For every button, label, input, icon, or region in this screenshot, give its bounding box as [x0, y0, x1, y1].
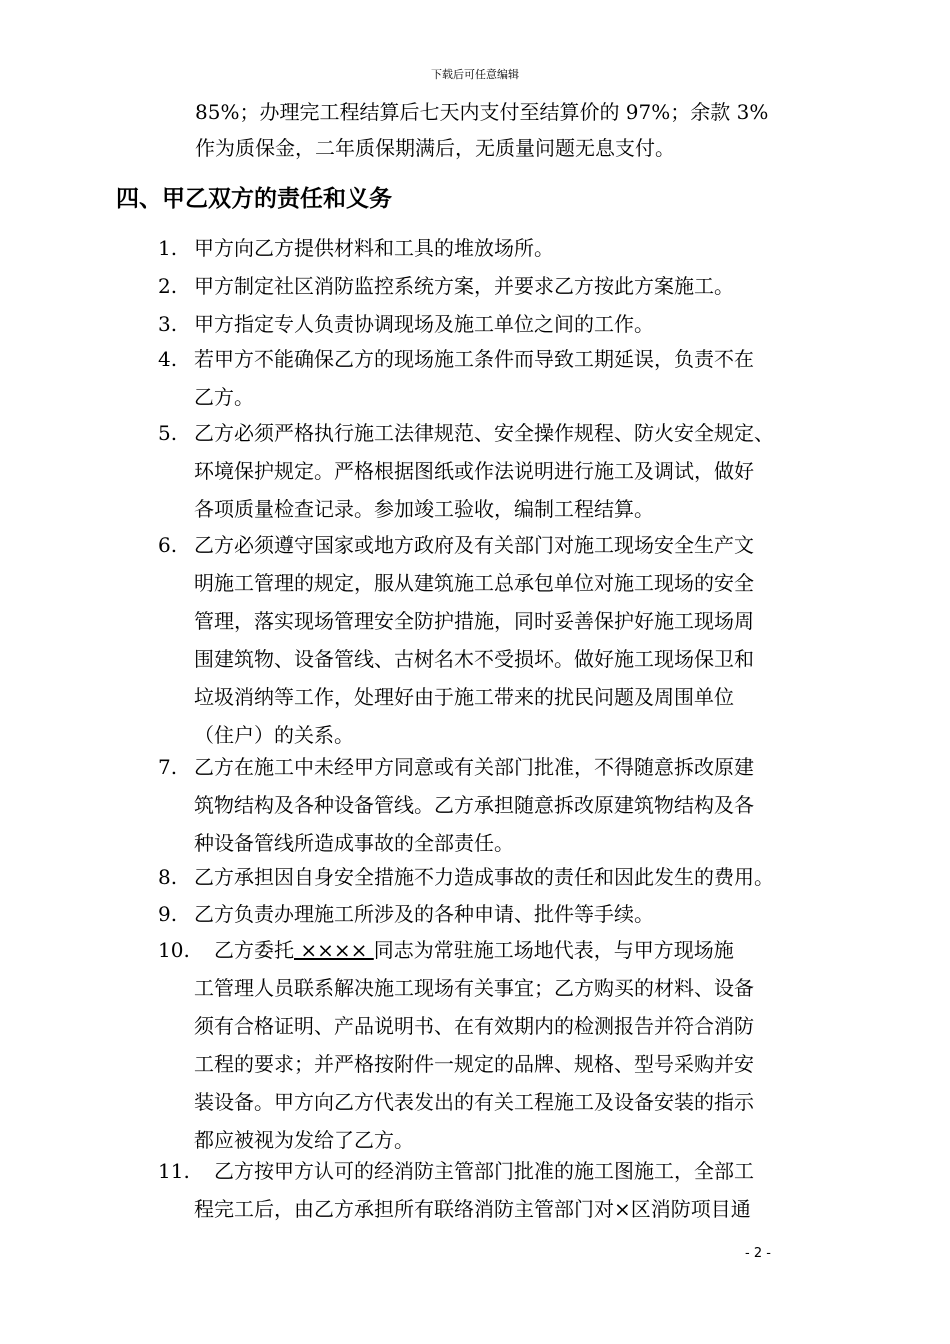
- item-line: 筑物结构及各种设备管线。乙方承担随意拆改原建筑物结构及各: [194, 793, 754, 817]
- item-number: 9.: [158, 902, 178, 926]
- item-line: 程完工后，由乙方承担所有联络消防主管部门对×区消防项目通: [194, 1197, 751, 1221]
- item-line: 明施工管理的规定，服从建筑施工总承包单位对施工现场的安全: [194, 571, 754, 595]
- item-line: 须有合格证明、产品说明书、在有效期内的检测报告并符合消防: [194, 1014, 754, 1038]
- item-line: 乙方。: [194, 385, 254, 409]
- item-text: [194, 414, 854, 528]
- item-first-line: [194, 931, 854, 969]
- item-text: [194, 748, 854, 862]
- intro-line-2: 作为质保金，二年质保期满后，无质量问题无息支付。: [195, 136, 675, 160]
- item-text: [194, 229, 854, 267]
- item-line: 工程的要求；并严格按附件一规定的品牌、规格、型号采购并安: [194, 1052, 754, 1076]
- item-text: [194, 1152, 854, 1228]
- item-line: 甲方制定社区消防监控系统方案，并要求乙方按此方案施工。: [194, 274, 734, 298]
- item-number: 10.: [158, 938, 190, 962]
- item-line: 甲方向乙方提供材料和工具的堆放场所。: [194, 236, 554, 260]
- intro-line-1: 85%；办理完工程结算后七天内支付至结算价的 97%；余款 3%: [195, 100, 769, 124]
- item-line: 种设备管线所造成事故的全部责任。: [194, 831, 514, 855]
- representative-name-blank: ××××: [294, 938, 374, 962]
- intro-paragraph: [195, 94, 845, 166]
- item-number: 11.: [158, 1159, 190, 1183]
- item-line: 工管理人员联系解决施工现场有关事宜；乙方购买的材料、设备: [194, 976, 754, 1000]
- item-line: 乙方在施工中未经甲方同意或有关部门批准，不得随意拆改原建: [194, 755, 754, 779]
- item-text: [194, 526, 854, 754]
- item-line: 管理，落实现场管理安全防护措施，同时妥善保护好施工现场周: [194, 609, 754, 633]
- item-number: 4.: [158, 347, 178, 371]
- item-line: （住户）的关系。: [194, 723, 354, 747]
- first-line-prefix: 乙方委托: [214, 938, 294, 962]
- item-line: 乙方必须遵守国家或地方政府及有关部门对施工现场安全生产文: [194, 533, 754, 557]
- item-number: 6.: [158, 533, 178, 557]
- item-line: 乙方负责办理施工所涉及的各种申请、批件等手续。: [194, 902, 654, 926]
- item-number: 7.: [158, 755, 178, 779]
- item-text: [194, 305, 854, 343]
- section-title: 四、甲乙双方的责任和义务: [116, 186, 392, 212]
- item-line: 乙方承担因自身安全措施不力造成事故的责任和因此发生的费用。: [194, 865, 774, 889]
- item-line: 各项质量检查记录。参加竣工验收，编制工程结算。: [194, 497, 654, 521]
- first-line-suffix: 同志为常驻施工场地代表，与甲方现场施: [373, 938, 734, 962]
- item-line: 垃圾消纳等工作，处理好由于施工带来的扰民问题及周围单位: [194, 685, 734, 709]
- item-first-line: 乙方按甲方认可的经消防主管部门批准的施工图施工，全部工: [214, 1159, 754, 1183]
- item-number: 8.: [158, 865, 178, 889]
- page-header: 下载后可任意编辑: [431, 68, 519, 81]
- item-text: [194, 858, 854, 896]
- item-number: 2.: [158, 274, 178, 298]
- item-line: 若甲方不能确保乙方的现场施工条件而导致工期延误，负责不在: [194, 347, 754, 371]
- item-line: 都应被视为发给了乙方。: [194, 1128, 414, 1152]
- item-line: 甲方指定专人负责协调现场及施工单位之间的工作。: [194, 312, 654, 336]
- item-text: [194, 267, 854, 305]
- item-line: 乙方必须严格执行施工法律规范、安全操作规程、防火安全规定、: [194, 421, 774, 445]
- item-line: 装设备。甲方向乙方代表发出的有关工程施工及设备安装的指示: [194, 1090, 754, 1114]
- item-number: 1.: [158, 236, 178, 260]
- item-text: [194, 895, 854, 933]
- item-line: 围建筑物、设备管线、古树名木不受损坏。做好施工现场保卫和: [194, 647, 754, 671]
- item-number: 3.: [158, 312, 178, 336]
- item-text: [194, 340, 854, 416]
- page-number: - 2 -: [745, 1246, 771, 1261]
- item-line: 环境保护规定。严格根据图纸或作法说明进行施工及调试，做好: [194, 459, 754, 483]
- item-text: [194, 931, 854, 1159]
- item-number: 5.: [158, 421, 178, 445]
